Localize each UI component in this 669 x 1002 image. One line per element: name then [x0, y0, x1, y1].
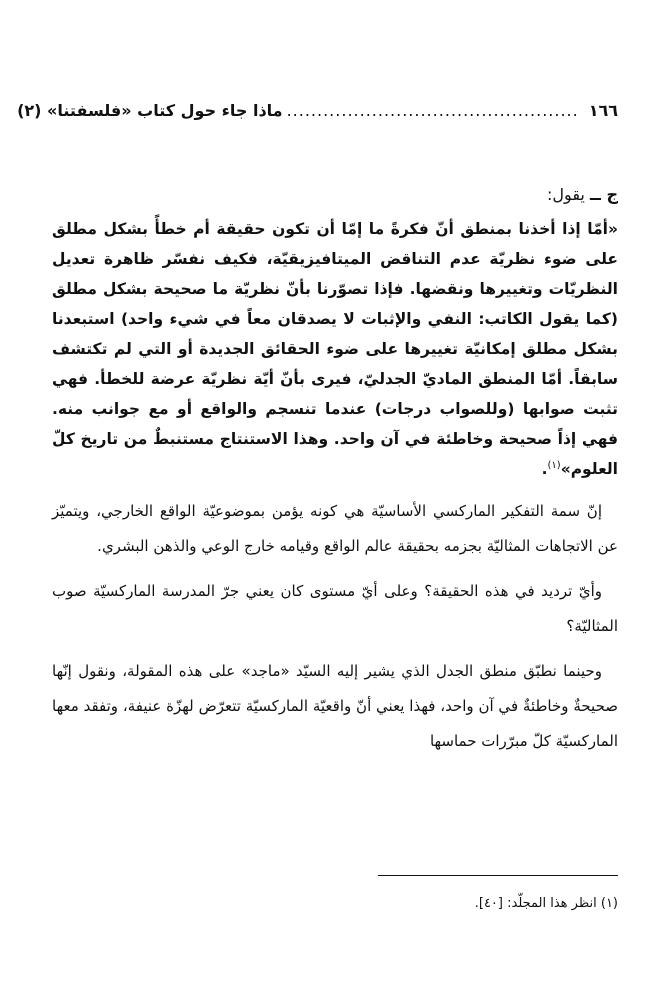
section-heading — [52, 176, 618, 214]
body-text — [52, 176, 618, 759]
paragraph-3: وحينما نطبّق منطق الجدل الذي يشير إليه السيّد «ماجد» على هذه المقولة، ونقول إنّها صحيحةٌ وخاطئةٌ في آن واحد، فهذا يعني أنّ واقعيّة الماركسيّة تتعرّض لهزّة عنيفة، وتفقد معها الماركسيّة كلّ مبرّرات حماسها — [52, 662, 618, 750]
running-head — [17, 101, 618, 131]
footnote-divider — [378, 875, 618, 876]
paragraph-1: إنّ سمة التفكير الماركسي الأساسيّة هي كونه يؤمن بموضوعيّة الواقع الخارجي، ويتميّز عن الاتجاهات المثاليّة بجزمه بحقيقة عالم الواقع وقيامه خارج الوعي والذهن البشري. — [52, 502, 618, 555]
footnote: (١) انظر هذا المجلّد: [٤٠]. — [474, 896, 618, 911]
document-page — [17, 0, 618, 1002]
quote-end-punctuation: . — [541, 460, 548, 478]
quote-text: «أمّا إذا أخذنا بمنطق أنّ فكرةً ما إمّا أن تكون حقيقة أم خطأً بشكل مطلق على ضوء نظريّة عدم التناقض الميتافيزيقيّة، فكيف نفسّر ظاهرة تعديل النظريّات وتغييرها ونقضها. فإذا تصوّرنا بأنّ نظريّة ما صحيحة بشكل مطلق (كما يقول الكاتب: النفي والإثبات لا يصدقان معاً في شيء واحد) استبعدنا بشكل مطلق إمكانيّة تغييرها على ضوء الحقائق الجديدة أو التي لم تكتشف سابقاً. أمّا المنطق الماديّ الجدليّ، فيرى بأنّ أيّة نظريّة عرضة للخطأ. فهي تثبت صوابها (وللصواب درجات) عندما تنسجم والواقع أو مع جوانب منه. فهي إذاً صحيحة وخاطئة في آن واحد. وهذا الاستنتاج مستنبطٌ من تاريخ كلّ العلوم» — [52, 220, 618, 478]
leader-dots: ................................................ — [286, 101, 579, 120]
section-label: ج ــ — [589, 185, 618, 204]
running-head-title: ماذا جاء حول كتاب «فلسفتنا» (٢) — [17, 101, 283, 120]
footnote-reference: (١) — [547, 459, 561, 471]
section-heading-text: يقول: — [547, 185, 585, 204]
paragraph-2: وأيّ ترديد في هذه الحقيقة؟ وعلى أيّ مستوى كان يعني جرّ المدرسة الماركسيّة صوب المثاليّة؟ — [52, 582, 618, 635]
page-number: ١٦٦ — [588, 101, 618, 120]
quoted-passage — [52, 214, 618, 484]
